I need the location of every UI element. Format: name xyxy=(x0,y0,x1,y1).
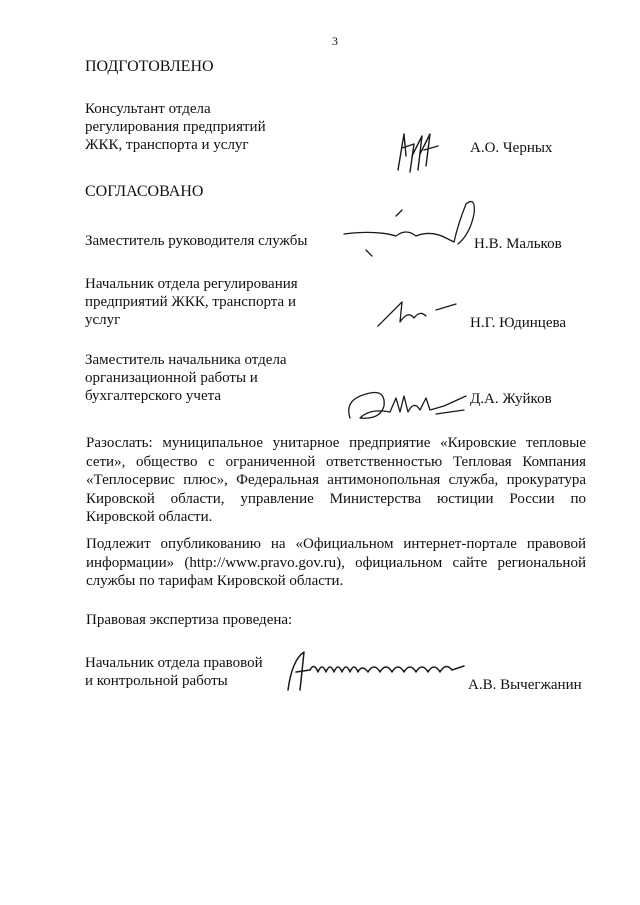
signature-zhuikov xyxy=(340,378,470,428)
position-line: Начальник отдела регулирования xyxy=(85,276,298,292)
signature-yudintseva xyxy=(374,292,464,332)
signature-chernykh xyxy=(392,126,444,178)
position-line: Начальник отдела правовой xyxy=(85,655,263,671)
position-line: Заместитель начальника отдела xyxy=(85,352,287,368)
position-line: Консультант отдела xyxy=(85,101,211,117)
prepared-position xyxy=(85,100,266,154)
prepared-name: А.О. Черных xyxy=(470,140,553,156)
position-line: и контрольной работы xyxy=(85,673,228,689)
signer-position xyxy=(85,275,298,329)
position-line: регулирования предприятий xyxy=(85,119,266,135)
page-number: 3 xyxy=(332,34,338,48)
distribution-text: Разослать: муниципальное унитарное предприятие «Кировские тепловые сети», общество с ограниченной ответственностью Тепловая Компания «Теплосервис плюс», Федеральная антимонопольная служба, прокуратура Кировской области, управление Министерства юстиции России по Кировской области. xyxy=(86,435,586,525)
position-line: Заместитель руководителя службы xyxy=(85,233,308,249)
position-line: организационной работы и xyxy=(85,370,258,386)
signer-name: Д.А. Жуйков xyxy=(470,391,552,407)
signer-name: Н.В. Мальков xyxy=(474,236,562,252)
publication-text: Подлежит опубликованию на «Официальном интернет-портале правовой информации» (http://www.pravo.gov.ru), официальном сайте региональной службы по тарифам Кировской области. xyxy=(86,536,586,589)
position-line: услуг xyxy=(85,312,121,328)
position-line: ЖКК, транспорта и услуг xyxy=(85,137,249,153)
signature-malkov xyxy=(336,194,496,264)
signature-vychegzhanin xyxy=(282,640,468,696)
signer-position xyxy=(85,232,307,250)
position-line: бухгалтерского учета xyxy=(85,388,222,404)
legal-review-name: А.В. Вычегжанин xyxy=(468,677,582,693)
position-line: предприятий ЖКК, транспорта и xyxy=(85,294,296,310)
signer-position xyxy=(85,351,287,405)
agreed-heading: СОГЛАСОВАНО xyxy=(85,183,204,200)
prepared-heading: ПОДГОТОВЛЕНО xyxy=(85,58,214,75)
legal-review-text: Правовая экспертиза проведена: xyxy=(86,612,293,628)
signer-name: Н.Г. Юдинцева xyxy=(470,315,567,331)
legal-review-position xyxy=(85,654,263,690)
